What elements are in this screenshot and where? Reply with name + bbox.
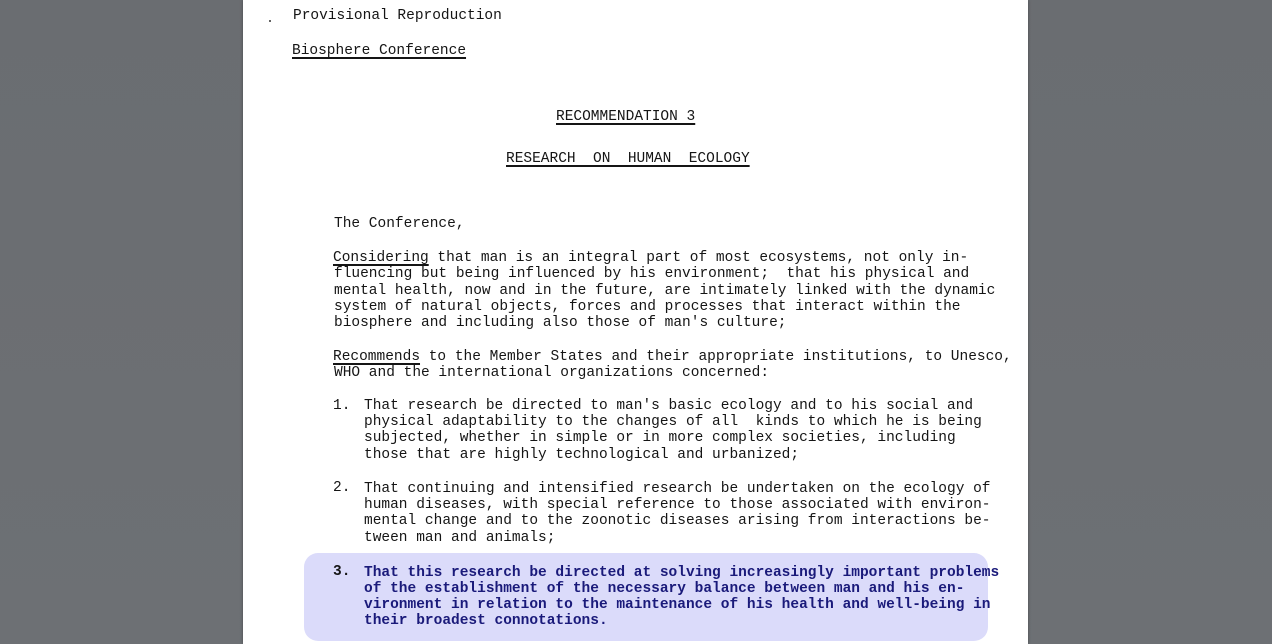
item-number: 1. [333,398,351,414]
conference-name: Biosphere Conference [292,43,467,59]
item-2-line-3: mental change and to the zoonotic diseases arising from interactions be- [364,513,991,529]
item-1-line-1: That research be directed to man's basic ecology and to his social and [364,398,974,414]
recommendation-title: RECOMMENDATION 3 [556,109,696,125]
recommendation-subtitle: RESEARCH ON HUMAN ECOLOGY [506,151,750,167]
considering-line-3: mental health, now and in the future, are intimately linked with the dynamic [334,283,996,299]
considering-line-1 [333,250,968,266]
item-2-line-1: That continuing and intensified research be undertaken on the ecology of [364,481,991,497]
considering-line-4: system of natural objects, forces and processes that interact within the [334,299,961,315]
considering-line-5: biosphere and including also those of man's culture; [334,315,787,331]
item-3-line-2: of the establishment of the necessary balance between man and his en- [364,581,965,597]
considering-keyword: Considering [333,250,429,266]
recommends-text: to the Member States and their appropriate institutions, to Unesco, [420,349,1012,365]
salutation: The Conference, [334,216,465,232]
item-1-line-4: those that are highly technological and urbanized; [364,447,800,463]
item-1-line-3: subjected, whether in simple or in more complex societies, including [364,430,956,446]
item-3-line-4: their broadest connotations. [364,613,608,629]
document-page [243,0,1028,644]
considering-text: that man is an integral part of most ecosystems, not only in- [428,250,969,266]
item-1-line-2: physical adaptability to the changes of all kinds to which he is being [364,414,982,430]
item-3-line-1: That this research be directed at solving increasingly important problems [364,565,1000,581]
scan-speck [269,20,271,22]
recommends-keyword: Recommends [333,349,421,365]
recommends-line-1 [333,349,1012,365]
item-number: 3. [333,564,351,580]
item-2-line-2: human diseases, with special reference to those associated with environ- [364,497,991,513]
item-number: 2. [333,480,351,496]
provisional-reproduction-label: Provisional Reproduction [293,8,502,24]
item-2-line-4: tween man and animals; [364,530,556,546]
considering-line-2: fluencing but being influenced by his environment; that his physical and [334,266,970,282]
recommends-line-2: WHO and the international organizations concerned: [334,365,770,381]
item-3-line-3: vironment in relation to the maintenance of his health and well-being in [364,597,991,613]
